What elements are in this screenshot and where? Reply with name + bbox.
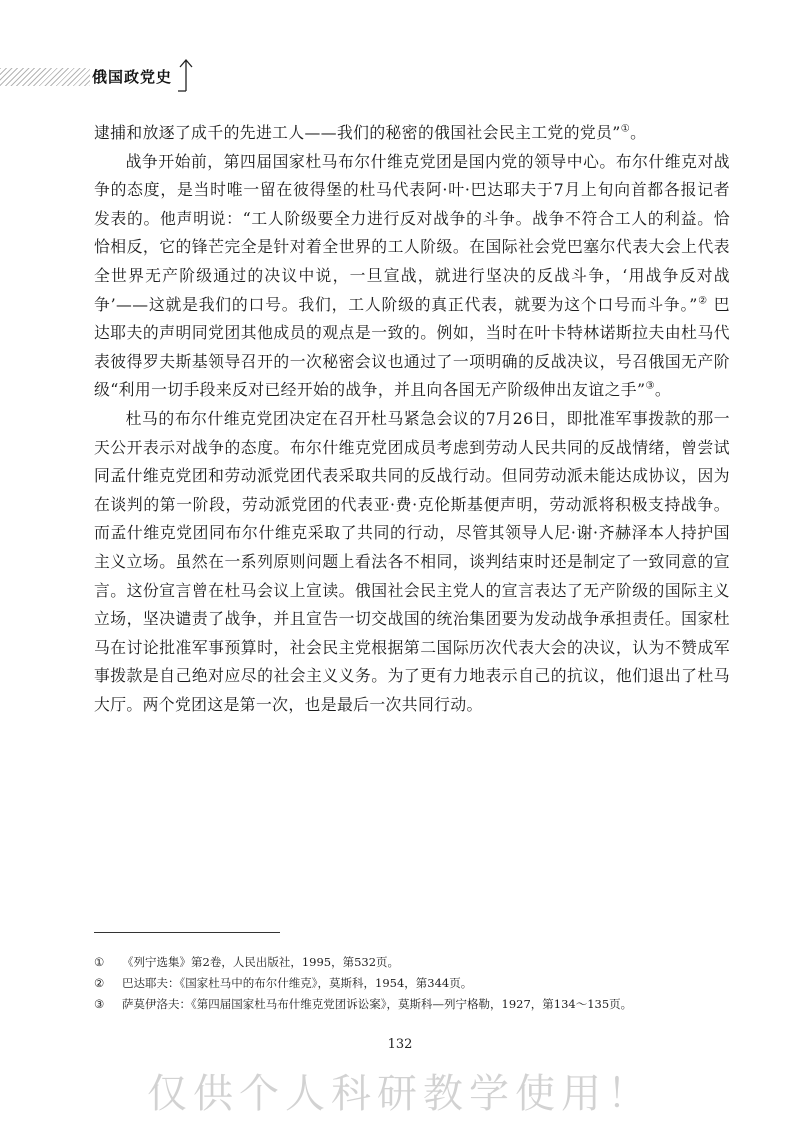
paragraph-2 [94, 148, 730, 405]
footnote-ref-2[interactable]: ② [697, 295, 708, 307]
running-header [0, 58, 800, 98]
footnote-2-text: 巴达耶夫：《国家杜马中的布尔什维克》，莫斯科，1954，第344页。 [122, 976, 473, 990]
paragraph-2-text: 战争开始前，第四届国家杜马布尔什维克党团是国内党的领导中心。布尔什维克对战争的态度，是当时唯一留在彼得堡的杜马代表阿·叶·巴达耶夫于7月上旬向首都各报记者发表的。他声明说：“工人阶级要全力进行反对战争的斗争。战争不符合工人的利益。恰恰相反，它的锋芒完全是针对着全世界的工人阶级。在国际社会党巴塞尔代表大会上代表全世界无产阶级通过的决议中说，一旦宣战，就进行坚决的反战斗争，‘用战争反对战争’——这就是我们的口号。我们，工人阶级的真正代表，就要为这个口号而斗争。” [94, 151, 730, 314]
footnote-2 [94, 973, 730, 994]
paragraph-3-text: 杜马的布尔什维克党团决定在召开杜马紧急会议的7月26日，即批准军事拨款的那一天公开表示对战争的态度。布尔什维克党团成员考虑到劳动人民共同的反战情绪，曾尝试同孟什维克党团和劳动派党团代表采取共同的反战行动。但同劳动派未能达成协议，因为在谈判的第一阶段，劳动派党团的代表亚·费·克伦斯基便声明，劳动派将积极支持战争。而孟什维克党团同布尔什维克采取了共同的行动，尽管其领导人尼·谢·齐赫泽本人持护国主义立场。虽然在一系列原则问题上看法各不相同，谈判结束时还是制定了一致同意的宣言。这份宣言曾在杜马会议上宣读。俄国社会民主党人的宣言表达了无产阶级的国际主义立场，坚决谴责了战争，并且宣告一切交战国的统治集团要为发动战争承担责任。国家杜马在讨论批准军事预算时，社会民主党根据第二国际历次代表大会的决议，认为不赞成军事拨款是自己绝对应尽的社会主义义务。为了更有力地表示自己的抗议，他们退出了杜马大厅。两个党团这是第一次，也是最后一次共同行动。 [94, 408, 730, 714]
paragraph-2-continued: 巴达耶夫的声明同党团其他成员的观点是一致的。例如，当时在叶卡特林诺斯拉夫由杜马代表彼得罗夫斯基领导召开的一次秘密会议也通过了一项明确的反战决议，号召俄国无产阶级“利用一切手段来反对已经开始的战争，并且向各国无产阶级伸出友谊之手” [94, 294, 730, 400]
footnote-3-mark: ③ [94, 997, 105, 1011]
footnote-divider [94, 932, 280, 933]
header-title: 俄国政党史 [92, 68, 173, 86]
paragraph-1-tail: 。 [630, 123, 647, 142]
footnote-2-mark: ② [94, 976, 105, 990]
footnotes [94, 952, 730, 1015]
paragraph-1 [94, 119, 730, 148]
page-number: 132 [387, 1037, 413, 1052]
paragraph-3 [94, 405, 730, 720]
body-text [94, 119, 730, 719]
footnote-ref-3[interactable]: ③ [645, 381, 655, 393]
paragraph-1-text: 逮捕和放逐了成千的先进工人——我们的秘密的俄国社会民主工党的党员” [94, 123, 621, 142]
up-arrow-icon [178, 58, 194, 92]
paragraph-2-tail: 。 [654, 380, 672, 400]
footnote-3 [94, 994, 730, 1015]
footnote-1 [94, 952, 730, 973]
watermark-text: 仅供个人科研教学使用！ [147, 1071, 653, 1117]
footnote-1-text: 《列宁选集》第2卷，人民出版社，1995，第532页。 [122, 955, 400, 969]
header-hatch-decoration [0, 68, 90, 86]
footnote-3-text: 萨莫伊洛夫：《第四届国家杜马布什维克党团诉讼案》，莫斯科—列宁格勒，1927，第134～135页。 [122, 997, 633, 1011]
footnote-ref-1[interactable]: ① [620, 123, 631, 135]
footnote-1-mark: ① [94, 955, 105, 969]
